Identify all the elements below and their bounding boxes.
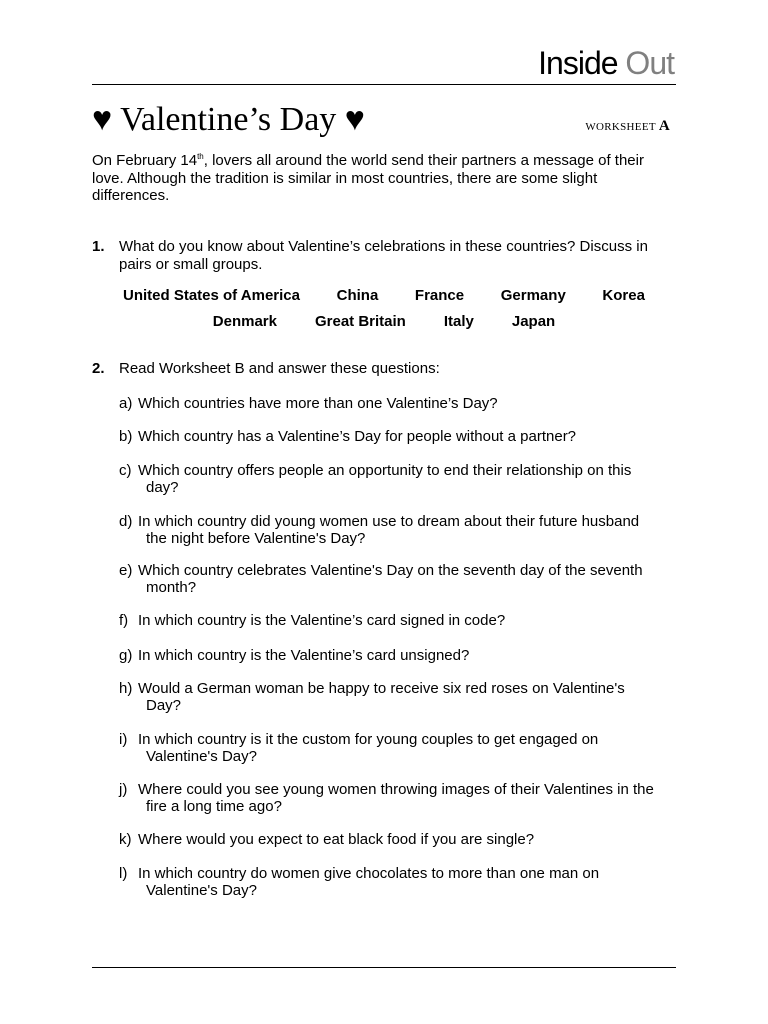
- intro-sup: th: [197, 152, 204, 161]
- item-text: Which countries have more than one Valentine’s Day?: [138, 395, 498, 412]
- item-text: Where would you expect to eat black food if you are single?: [138, 831, 535, 848]
- question-item: [119, 731, 629, 765]
- brand-part-2: Out: [625, 45, 674, 81]
- worksheet-label: [585, 116, 670, 137]
- item-label: c): [119, 462, 132, 479]
- item-text: In which country is the Valentine’s card signed in code?: [138, 612, 506, 629]
- country: Korea: [602, 287, 645, 304]
- question-1: [92, 238, 676, 273]
- question-2-text: Read Worksheet B and answer these questions:: [119, 360, 440, 377]
- question-item: [119, 562, 667, 596]
- worksheet-label-text: WORKSHEET: [585, 121, 656, 133]
- brand-logo: [538, 43, 674, 83]
- item-text: In which country do women give chocolates to more than one man on Valentine's Day?: [138, 865, 600, 899]
- item-label: e): [119, 562, 133, 579]
- intro-paragraph: [92, 152, 676, 205]
- worksheet-letter: A: [658, 118, 670, 134]
- country: Japan: [511, 313, 556, 330]
- page-title: ♥ Valentine’s Day ♥: [92, 101, 365, 138]
- item-text: Which country has a Valentine’s Day for people without a partner?: [138, 428, 577, 445]
- question-item: [119, 462, 659, 496]
- question-item: [119, 612, 676, 629]
- country: France: [414, 287, 465, 304]
- item-label: k): [119, 831, 132, 848]
- item-label: d): [119, 513, 133, 530]
- question-2-number: 2.: [92, 360, 105, 377]
- item-text: In which country is it the custom for young couples to get engaged on Valentine's Day?: [138, 731, 599, 765]
- question-item: [119, 395, 676, 412]
- question-1-text: What do you know about Valentine’s celebrations in these countries? Discuss in pairs or small groups.: [119, 238, 648, 273]
- countries-row-2: [92, 312, 676, 332]
- item-text: In which country did young women use to dream about their future husband the night before Valentine's Day?: [138, 513, 640, 547]
- country: United States of America: [123, 287, 300, 304]
- question-item: [119, 865, 629, 899]
- item-label: g): [119, 647, 133, 664]
- item-label: a): [119, 395, 133, 412]
- question-2: [92, 360, 676, 378]
- item-text: In which country is the Valentine’s card unsigned?: [138, 647, 470, 664]
- intro-after: , lovers all around the world send their partners a message of their love. Although the tradition is similar in most countries, there are some slight differences.: [92, 152, 644, 204]
- worksheet-page: [92, 0, 676, 1024]
- item-label: i): [119, 731, 128, 748]
- question-item: [119, 513, 659, 547]
- item-label: b): [119, 428, 133, 445]
- item-text: Where could you see young women throwing images of their Valentines in the fire a long time ago?: [138, 781, 654, 815]
- country: Denmark: [212, 313, 277, 330]
- country: Germany: [500, 287, 566, 304]
- brand-part-1: Inside: [538, 45, 618, 81]
- question-item: [119, 647, 676, 664]
- item-label: l): [119, 865, 128, 882]
- footer-divider: [92, 967, 676, 968]
- question-item: [119, 781, 676, 815]
- question-item: [119, 428, 676, 445]
- question-1-number: 1.: [92, 238, 105, 255]
- countries-row-1: [123, 286, 676, 306]
- item-label: j): [119, 781, 128, 798]
- item-text: Would a German woman be happy to receive six red roses on Valentine's Day?: [138, 680, 625, 714]
- country: Italy: [443, 313, 474, 330]
- country: China: [336, 287, 379, 304]
- item-label: h): [119, 680, 133, 697]
- header-divider: [92, 84, 676, 85]
- country: Great Britain: [314, 313, 406, 330]
- item-label: f): [119, 612, 129, 629]
- question-item: [119, 680, 649, 714]
- item-text: Which country offers people an opportunity to end their relationship on this day?: [138, 462, 632, 496]
- item-text: Which country celebrates Valentine's Day on the seventh day of the seventh month?: [138, 562, 643, 596]
- question-item: [119, 831, 676, 848]
- intro-before: On February 14: [92, 152, 198, 169]
